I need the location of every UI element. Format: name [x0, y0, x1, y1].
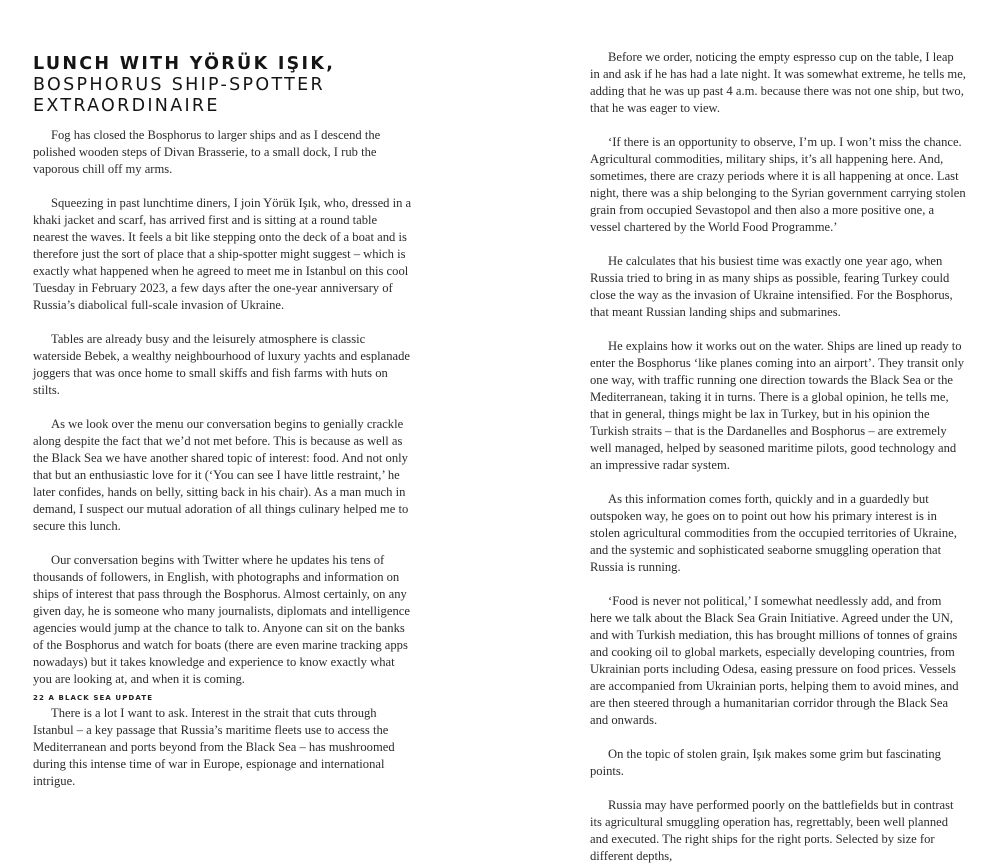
- paragraph: Squeezing in past lunchtime diners, I join Yörük Işık, who, dressed in a khaki jacket and scarf, has arrived first and is sitting at a round table nearest the waves. It feels a bit like stepping onto the deck of a boat and is therefore just the sort of place that a ship-spotter might suggest – which is exactly what happened when he agreed to meet me in Istanbul on this cool Tuesday in February 2023, a few days after the one-year anniversary of Russia’s diabolical full-scale invasion of Ukraine.: [33, 196, 412, 312]
- title-line-2: BOSPHORUS SHIP-SPOTTER: [33, 75, 325, 95]
- title-line-1: LUNCH WITH YÖRÜK IŞIK,: [33, 54, 336, 74]
- paragraph: There is a lot I want to ask. Interest in the strait that cuts through Istanbul – a key passage that Russia’s maritime fleets use to access the Mediterranean and ports beyond from the Black Sea – has mushroomed during this intense time of war in Europe, espionage and international intrigue.: [33, 706, 395, 788]
- paragraph: Tables are already busy and the leisurely atmosphere is classic waterside Bebek, a wealthy neighbourhood of luxury yachts and esplanade joggers that was once home to small skiffs and fish farms with huts on stilts.: [33, 332, 410, 397]
- left-body-text: [33, 127, 413, 790]
- left-page: [33, 0, 413, 788]
- paragraph: Before we order, noticing the empty espresso cup on the table, I leap in and ask if he has had a late night. It was somewhat extreme, he tells me, adding that he was up past 4 a.m. because there was not one ship, but two, that he was eager to view.: [590, 50, 966, 115]
- article-title: [33, 54, 413, 117]
- paragraph: ‘If there is an opportunity to observe, I’m up. I won’t miss the chance. Agricultural commodities, military ships, it’s all happening here. And, sometimes, there are crazy periods where it is all happening at once. Last night, there was a ship belonging to the Syrian government carrying stolen grain from occupied Sevastopol and then also a more positive one, a vessel chartered by the World Food Programme.’: [590, 135, 966, 234]
- paragraph: He explains how it works out on the water. Ships are lined up ready to enter the Bosphorus ‘like planes coming into an airport’. They transit only one way, with traffic running one direction towards the Black Sea or the Mediterranean, taking it in turns. There is a global opinion, he tells me, that in general, things might be lax in Turkey, but in his opinion the Turkish straits – that is the Dardanelles and Bosphorus – are extremely well managed, helped by seasoned maritime pilots, good technology and an impressive radar system.: [590, 339, 964, 472]
- page-folio: 22 A BLACK SEA UPDATE: [33, 694, 154, 702]
- paragraph: As we look over the menu our conversation begins to genially crackle along despite the fact that we’d not met before. This is because as well as the Black Sea we have another shared topic of interest: food. And not only that but an enthusiastic love for it (‘You can see I have little restraint,’ he later confides, hands on belly, sitting back in his chair). As a man much in demand, I suspect our mutual adoration of all things culinary helped me to secure this lunch.: [33, 417, 409, 533]
- paragraph: Fog has closed the Bosphorus to larger ships and as I descend the polished wooden steps of Divan Brasserie, to a small dock, I rub the vaporous chill off my arms.: [33, 128, 381, 176]
- right-page: [590, 0, 966, 863]
- paragraph: As this information comes forth, quickly and in a guardedly but outspoken way, he goes on to point out how his primary interest is in stolen agricultural commodities from the occupied territories of Ukraine, and the systemic and sophisticated seaborne smuggling operation that Russia is running.: [590, 492, 957, 574]
- paragraph: He calculates that his busiest time was exactly one year ago, when Russia tried to bring in as many ships as possible, fearing Turkey could close the way as the invasion of Ukraine intensified. For the Bosphorus, that meant Russian landing ships and submarines.: [590, 254, 953, 319]
- paragraph: Our conversation begins with Twitter where he updates his tens of thousands of followers, in English, with photographs and information on ships of interest that pass through the Bosphorus. Almost certainly, on any given day, he is someone who many journalists, diplomats and intelligence agencies would jump at the chance to talk to. Anyone can sit on the banks of the Bosphorus and watch for boats (there are even marine tracking apps nowadays) but it takes knowledge and experience to know exactly what you are looking at, and when it is coming.: [33, 553, 410, 686]
- paragraph: On the topic of stolen grain, Işık makes some grim but fascinating points.: [590, 747, 941, 778]
- paragraph: Russia may have performed poorly on the battlefields but in contrast its agricultural smuggling operation has, regrettably, been well planned and executed. The right ships for the right ports. Selected by size for different depths,: [590, 798, 954, 863]
- right-body-text: [590, 49, 966, 865]
- title-line-3: EXTRAORDINAIRE: [33, 96, 220, 116]
- paragraph: ‘Food is never not political,’ I somewhat needlessly add, and from here we talk about the Black Sea Grain Initiative. Agreed under the UN, and with Turkish mediation, this has brought millions of tonnes of grains and cooking oil to global markets, especially developing countries, from Ukrainian ports including Odesa, easing pressure on food prices. Vessels are accompanied from Ukrainian ports, helping them to avoid mines, and are then steered through a humanitarian corridor through the Black Sea and onwards.: [590, 594, 959, 727]
